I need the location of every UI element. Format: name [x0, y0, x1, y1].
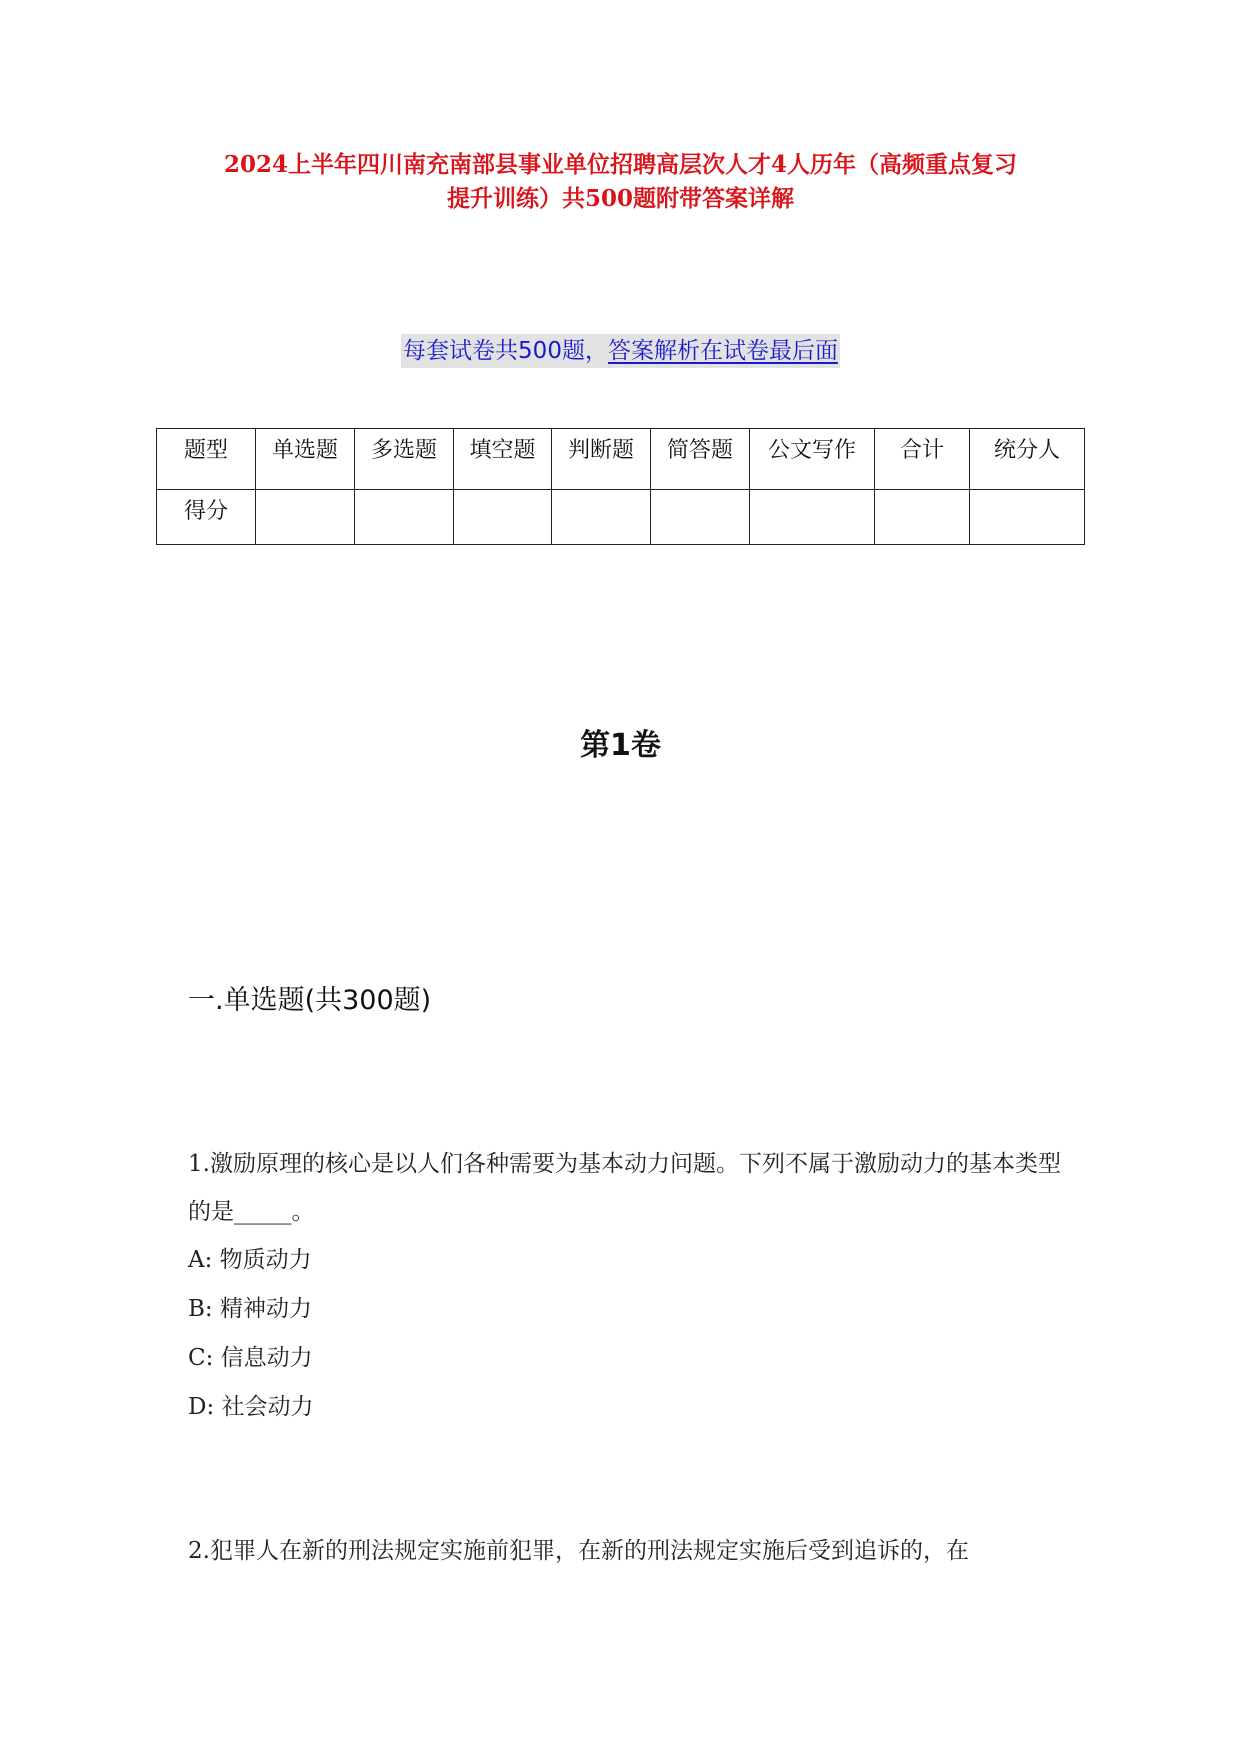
option-c[interactable]: C: 信息动力	[188, 1345, 313, 1371]
score-cell-short-answer[interactable]	[651, 490, 750, 545]
header-cell-true-false: 判断题	[552, 429, 651, 490]
document-title	[150, 148, 1091, 216]
document-title-line-1: 2024上半年四川南充南部县事业单位招聘高层次人才4人历年（高频重点复习	[223, 151, 1018, 178]
answer-location-link[interactable]: 答案解析在试卷最后面	[607, 338, 838, 364]
option-b[interactable]: B: 精神动力	[188, 1296, 312, 1322]
score-table-header-row	[157, 429, 1085, 490]
section-heading: 一.单选题(共300题)	[188, 985, 432, 1016]
notice-banner	[0, 334, 1241, 368]
header-cell-fill-blank: 填空题	[454, 429, 552, 490]
header-cell-scorer: 统分人	[970, 429, 1085, 490]
header-cell-single-choice: 单选题	[256, 429, 355, 490]
header-cell-official-writing: 公文写作	[750, 429, 875, 490]
score-table	[156, 428, 1085, 545]
score-cell-true-false[interactable]	[552, 490, 651, 545]
score-cell-single-choice[interactable]	[256, 490, 355, 545]
header-cell-short-answer: 简答题	[651, 429, 750, 490]
volume-title: 第1卷	[580, 728, 661, 763]
score-row-label: 得分	[157, 490, 256, 545]
notice-text: 每套试卷共500题，	[403, 338, 608, 364]
score-table-score-row	[157, 490, 1085, 545]
header-cell-total: 合计	[875, 429, 970, 490]
score-cell-official-writing[interactable]	[750, 490, 875, 545]
question-item	[188, 1140, 1068, 1432]
question-text: 1.激励原理的核心是以人们各种需要为基本动力问题。下列不属于激励动力的基本类型的是_____。	[188, 1151, 1061, 1225]
header-cell-multiple-choice: 多选题	[355, 429, 454, 490]
question-text: 2.犯罪人在新的刑法规定实施前犯罪，在新的刑法规定实施后受到追诉的，在	[188, 1538, 969, 1564]
header-cell-type: 题型	[157, 429, 256, 490]
score-cell-multiple-choice[interactable]	[355, 490, 454, 545]
score-cell-scorer[interactable]	[970, 490, 1085, 545]
score-cell-fill-blank[interactable]	[454, 490, 552, 545]
question-item	[188, 1527, 1068, 1575]
option-a[interactable]: A: 物质动力	[188, 1247, 312, 1273]
option-d[interactable]: D: 社会动力	[188, 1394, 314, 1420]
notice-highlight	[401, 334, 840, 368]
score-cell-total[interactable]	[875, 490, 970, 545]
document-title-line-2: 提升训练）共500题附带答案详解	[446, 185, 794, 212]
